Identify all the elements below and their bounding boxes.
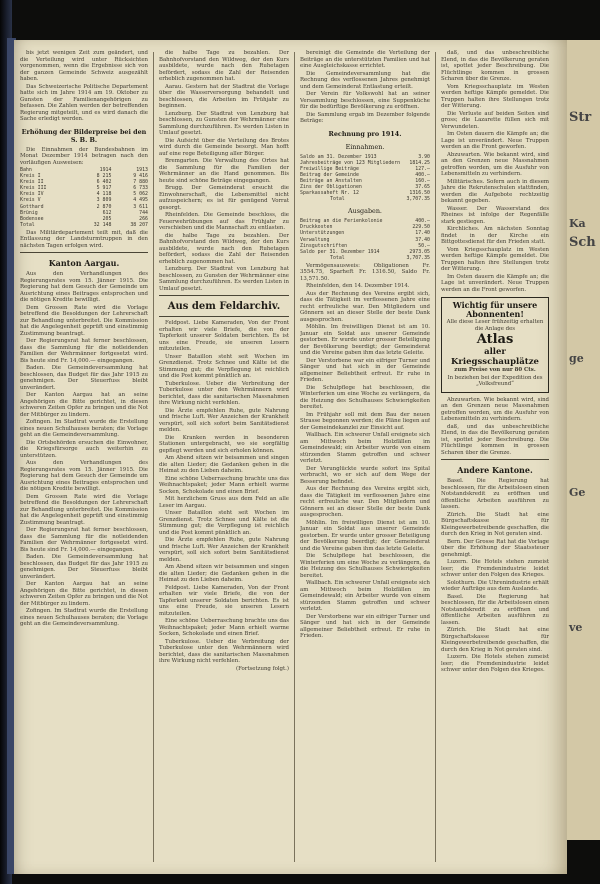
- table-cell: Zinsgutschriften: [300, 242, 348, 249]
- paragraph: Die Ärzte empfehlen Ruhe, gute Nahrung und frische Luft. Wer Anzeichen der Krankheit verspürt, soll sich sofort beim Sanitätsdienst melden.: [159, 407, 289, 433]
- paragraph: Der Verstorbene war ein eifriger Turner und Sänger und hat sich in der Gemeinde allgemeiner Beliebtheit erfreut. Er ruhe in Frieden.: [300, 357, 430, 384]
- table-cell: Saldo am 31. Dezember 1913: [300, 153, 377, 160]
- table-cell: 160.—: [415, 177, 430, 184]
- paragraph: Basel. Die Regierung hat beschlossen, für die Arbeitslosen einen Notstandskredit zu eröffnen und öffentliche Arbeiten ausführen zu lassen.: [441, 593, 549, 626]
- paragraph: Aarau. Gestern hat der Stadtrat die Vorlage über die Wasserversorgung behandelt und beschlossen, die Arbeiten im Frühjahr zu beginnen.: [159, 83, 289, 109]
- next-page-fragment: Ka: [569, 216, 586, 230]
- signature: (Fortsetzung folgt.): [235, 665, 289, 672]
- table-cell: 205: [102, 215, 112, 222]
- table-cell: 32 148: [93, 221, 112, 228]
- paragraph: Aus der Rechnung des Vereins ergibt sich, dass die Tätigkeit im verflossenen Jahre eine recht erfreuliche war. Den Mitgliedern und Gönnern sei an dieser Stelle der beste Dank ausgesprochen.: [300, 486, 430, 519]
- paragraph: Zürich. Die Stadt hat eine Bürgschaftskasse für Kleingewerbetreibende geschaffen, die durch den Krieg in Not geraten sind.: [441, 511, 549, 537]
- paragraph: Feldpost. Liebe Kameraden, Von der Front erhalten wir viele Briefe, die von der Tapferkeit unserer Soldaten berichten. Es ist uns eine Freude, sie unseren Lesern mitzuteilen.: [159, 320, 289, 352]
- ad-subtitle: aller Kriegsschauplätze: [451, 347, 539, 367]
- table-cell: Total: [330, 254, 345, 261]
- table-cell: 37.40: [415, 236, 430, 243]
- paragraph: Der Regierungsrat hat ferner beschlossen, dass die Sammlung für die notleidenden Familien der Wehrmänner fortgesetzt wird. Bis heute sind Fr. 14,000.— eingegangen.: [20, 527, 148, 553]
- next-page-edge: [563, 40, 600, 840]
- section-rule: [159, 295, 289, 296]
- paragraph: Im Osten dauern die Kämpfe an; die Lage ist unverändert. Neue Truppen werden an die Front geworfen.: [441, 273, 549, 293]
- paragraph: Tuberkulose. Ueber die Verbreitung der Tuberkulose unter den Wehrmännern wird berichtet, dass die sanitarischen Massnahmen ihre Wirkung nicht verfehlen.: [159, 638, 289, 664]
- table-cell: Jahresbeiträge von 123 Mitgliedern: [300, 159, 401, 166]
- paragraph: Militärisches. Sofern auch in diesem Jahre die Rekrutenschulen stattfinden, werden die Aufgebote rechtzeitig bekannt gegeben.: [441, 178, 549, 204]
- table-cell: Total: [330, 196, 345, 203]
- table-total-row: [300, 196, 430, 202]
- paragraph: Lenzburg. Der Stadtrat von Lenzburg hat beschlossen, zu Gunsten der Wehrmänner eine Sammlung durchzuführen. Es werden Listen in Umlauf gesetzt.: [159, 110, 289, 136]
- table-total-row: [300, 255, 430, 261]
- table-cell: Kreis IV: [20, 191, 44, 198]
- table-cell: Total: [20, 221, 35, 228]
- paragraph: Wallbach. Ein schwerer Unfall ereignete sich am Mittwoch beim Holzfällen im Gemeindewald; ein Arbeiter wurde von einem stürzenden Stamm getroffen und schwer verletzt.: [300, 432, 430, 465]
- paragraph: Solothurn. Die Uhrenindustrie erhält wieder Aufträge aus dem Auslande.: [441, 579, 549, 592]
- paragraph: Möhlin. Im freiwilligen Dienst ist am 10. Januar ein Soldat aus unserer Gemeinde gestorben. Er wurde unter grosser Beteiligung der Bevölkerung beerdigt; der Gemeinderat und die Vereine gaben ihm das letzte Geleite.: [300, 519, 430, 552]
- table-cell: 612: [102, 209, 112, 216]
- paragraph: Die Gemeindeversammlung hat die Rechnung des verflossenen Jahres genehmigt und dem Gemeinderat Entlastung erteilt.: [300, 70, 430, 90]
- paragraph: Zürich. Die Stadt hat eine Bürgschaftskasse für Kleingewerbetreibende geschaffen, die durch den Krieg in Not geraten sind.: [441, 627, 549, 653]
- table-cell: 229.50: [412, 224, 430, 231]
- paragraph: Die Schulpflege hat beschlossen, die Winterferien um eine Woche zu verlängern, da die Heizung des Schulhauses Schwierigkeiten bereitet.: [300, 384, 430, 411]
- paragraph: Die Ärzte empfehlen Ruhe, gute Nahrung und frische Luft. Wer Anzeichen der Krankheit verspürt, soll sich sofort beim Sanitätsdienst melden.: [159, 537, 289, 563]
- paragraph: Das Schweizerische Politische Departement hatte sich im Jahre 1914 am 19. Oktober zu Gunsten der Familienangehörigen zu befassen. Die Zahlen werden der betreffenden Regierung mitgeteilt, und es wird danach die Sache erledigt werden.: [20, 83, 148, 122]
- next-page-fragment: ve: [569, 620, 583, 634]
- newspaper-page: [14, 40, 567, 874]
- paragraph: Der Kanton Aargau hat an seine Angehörigen die Bitte gerichtet, in diesen schweren Zeiten Opfer zu bringen und die Not der Mitbürger zu lindern.: [20, 581, 148, 607]
- table-cell: Kreis II: [20, 179, 44, 186]
- account-expense-label: Ausgaben.: [348, 207, 382, 216]
- paragraph: Basel. Die Regierung hat beschlossen, für die Arbeitslosen einen Notstandskredit zu eröffnen und öffentliche Arbeiten ausführen zu lassen.: [441, 478, 549, 510]
- table-cell: 4 118: [96, 191, 112, 198]
- table-cell: 2 870: [96, 203, 112, 210]
- column-rule: [294, 52, 295, 862]
- paragraph: Lenzburg. Der Stadtrat von Lenzburg hat beschlossen, zu Gunsten der Wehrmänner eine Sammlung durchzuführen. Es werden Listen in Umlauf gesetzt.: [159, 266, 289, 292]
- paragraph: Luzern. Die Hotels stehen zumeist leer; die Fremdenindustrie leidet schwer unter den Folgen des Krieges.: [441, 559, 549, 578]
- table-cell: Kreis III: [20, 185, 47, 192]
- table-cell: 3 611: [133, 203, 148, 210]
- paragraph: Die Verluste auf beiden Seiten sind gross; die Lazarette füllen sich mit Verwundeten.: [441, 110, 549, 130]
- paragraph: Vom Kriegsschauplatz im Westen werden heftige Kämpfe gemeldet. Die Truppen halten ihre Stellungen trotz der Witterung.: [441, 246, 549, 272]
- table-cell: 17.40: [415, 230, 430, 237]
- paragraph: Die Aufsicht über die Verteilung des Brotes wird durch die Gemeinde besorgt. Man hofft auf eine rege Beteiligung aller Bürger.: [159, 137, 289, 157]
- table-cell: Unterstützungen: [300, 230, 345, 237]
- paragraph: Am Abend sitzen wir beisammen und singen die alten Lieder; die Gedanken gehen in die Heimat zu den Lieben daheim.: [159, 564, 289, 583]
- column-rule: [435, 52, 436, 862]
- paragraph: Dem Grossen Rate wird die Vorlage betreffend die Besoldungen der Lehrerschaft zur Behandlung unterbreitet. Die Kommission hat die Angelegenheit geprüft und einstimmig Zustimmung beantragt.: [20, 304, 148, 337]
- paragraph: Die Ortsbehörden ersuchen die Einwohner, die Kriegsfürsorge auch weiterhin zu unterstützen.: [20, 439, 148, 459]
- ad-headline: Wichtig für unsere Abonnenten!: [452, 300, 538, 319]
- table-cell: Kreis I: [20, 173, 41, 180]
- table-cell: Zins der Obligationen: [300, 183, 362, 190]
- paragraph: Dem Grossen Rate wird die Vorlage betreffend die Besoldungen der Lehrerschaft zur Behandlung unterbreitet. Die Kommission hat die Angelegenheit geprüft und einstimmig Zustimmung beantragt.: [20, 493, 148, 526]
- table-cell: 1814.25: [409, 159, 430, 166]
- account-heading: Rechnung pro 1914.: [328, 129, 402, 138]
- paragraph: Eine schöne Ueberraschung brachte uns das Weihnachtspaket; jeder Mann erhielt warme Socken, Schokolade und einen Brief.: [159, 475, 289, 495]
- table-cell: 37.65: [415, 183, 430, 190]
- table-cell: 6 733: [133, 185, 148, 192]
- paragraph: Zofingen. Im Stadtrat wurde die Erstellung eines neuen Schulhauses beraten; die Vorlage geht an die Gemeindeversammlung.: [20, 419, 148, 439]
- paragraph: Aus den Verhandlungen des Regierungsrates vom 15. Jänner 1915. Die Regierung hat dem Gesuch der Gemeinde um Ausrichtung eines Beitrages entsprochen und die nötigen Kredite bewilligt.: [20, 460, 148, 493]
- table-cell: 2973.05: [409, 248, 430, 255]
- section-heading: Andere Kantone.: [457, 465, 533, 475]
- table-cell: Beiträge an Anstalten: [300, 177, 362, 184]
- table-cell: Beitrag an die Ferienkolonie: [300, 218, 383, 225]
- paragraph: Die Schulpflege hat beschlossen, die Winterferien um eine Woche zu verlängern, da die Heizung des Schulhauses Schwierigkeiten bereitet.: [300, 553, 430, 579]
- next-page-fragment: Str: [569, 110, 592, 125]
- paragraph: Luzern. Die Hotels stehen zumeist leer; die Fremdenindustrie leidet schwer unter den Folgen des Krieges.: [441, 654, 549, 673]
- table-header-cell: 1914: [99, 167, 112, 173]
- table-cell: Freiwillige Beiträge: [300, 165, 359, 172]
- paragraph: daß, und das unbeschreibliche Elend, in das die Bevölkerung geraten ist, spottet jeder Beschreibung. Die Flüchtlinge kommen in grossen Scharen über die Grenze.: [441, 423, 549, 456]
- paragraph: Bremgarten. Die Verwaltung des Ortes hat die Sammlung für die Familien der Wehrmänner an die Hand genommen. Bis heute sind schöne Beträge eingegangen.: [159, 158, 289, 184]
- account-expense-table: [300, 218, 430, 261]
- paragraph: Vom Kriegsschauplatz im Westen werden heftige Kämpfe gemeldet. Die Truppen halten ihre Stellungen trotz der Witterung.: [441, 83, 549, 109]
- paragraph: Baden. Die Gemeindeversammlung hat beschlossen, das Budget für das Jahr 1915 zu genehmigen. Der Steuerfuss bleibt unverändert.: [20, 554, 148, 580]
- paragraph: die halbe Tage zu bezahlen. Der Bahnhofvorstand den Wildweg, der den Kurs ausbildete, wurde nach den Ruhetagen befördert, sodass die Zahl der Reisenden erheblich zugenommen hat.: [159, 50, 289, 82]
- section-heading: Aus dem Feldarchiv.: [167, 301, 281, 312]
- table-cell: Sparkassaheft Nr. 12: [300, 190, 359, 197]
- paragraph: Tuberkulose. Ueber die Verbreitung der Tuberkulose unter den Wehrmännern wird berichtet, dass die sanitarischen Massnahmen ihre Wirkung nicht verfehlen.: [159, 380, 289, 406]
- atlas-advertisement: [441, 297, 549, 393]
- table-cell: 744: [139, 209, 148, 216]
- table-cell: 5 917: [96, 185, 112, 192]
- table-intro: Die Einnahmen der Bundesbahnen im Monat Dezember 1914 betragen nach den vorläufigen Ausweisen:: [20, 146, 148, 166]
- next-page-fragment: ge: [569, 352, 584, 366]
- section-heading: Kanton Aargau.: [48, 258, 120, 269]
- paragraph: Abzuwarten. Wie bekannt wird, sind an den Grenzen neue Massnahmen getroffen worden, um die Ausfuhr von Lebensmitteln zu verhindern.: [441, 396, 549, 422]
- paragraph: Der Kanton Aargau hat an seine Angehörigen die Bitte gerichtet, in diesen schweren Zeiten Opfer zu bringen und die Not der Mitbürger zu lindern.: [20, 392, 148, 418]
- paragraph: Feldpost. Liebe Kameraden, Von der Front erhalten wir viele Briefe, die von der Tapferkeit unserer Soldaten berichten. Es ist uns eine Freude, sie unseren Lesern mitzuteilen.: [159, 584, 289, 617]
- table-header-cell: Bahn: [20, 167, 32, 173]
- paragraph: Unser Bataillon steht seit Wochen im Grenzdienst. Trotz Schnee und Kälte ist die Stimmung gut; die Verpflegung ist reichlich und die Post kommt pünktlich an.: [159, 353, 289, 379]
- paragraph: Mit herzlichem Gruss aus dem Feld an alle Leser im Aargau.: [159, 496, 289, 509]
- column-rule: [153, 52, 154, 862]
- table-cell: 6 402: [96, 179, 112, 186]
- account-income-table: [300, 154, 430, 203]
- table-cell: Saldo per 31. Dezember 1914: [300, 248, 380, 255]
- table-heading: Erhöhung der Bilderpreise bei den S. B. B.: [21, 127, 147, 144]
- paragraph: Abzuwarten. Wie bekannt wird, sind an den Grenzen neue Massnahmen getroffen worden, um die Ausfuhr von Lebensmitteln zu verhindern.: [441, 151, 549, 177]
- table-cell: Gotthard: [20, 203, 44, 210]
- table-cell: 3,707.35: [406, 254, 430, 261]
- account-income-label: Einnahmen.: [345, 142, 385, 151]
- paragraph: Brugg. Der Gemeinderat ersucht die Einwohnerschaft, die Lebensmittel nicht aufzuspeichern; es ist für genügend Vorrat gesorgt.: [159, 185, 289, 211]
- table-cell: Brünig: [20, 209, 38, 216]
- column-1: [20, 50, 148, 865]
- paragraph: bereinigt die Gemeinde die Verteilung der Beiträge an die unterstützten Familien und hat eine Ausgleichskasse errichtet.: [300, 50, 430, 69]
- paragraph: Baden. Die Gemeindeversammlung hat beschlossen, das Budget für das Jahr 1915 zu genehmigen. Der Steuerfuss bleibt unverändert.: [20, 365, 148, 391]
- table-cell: Beitrag der Gemeinde: [300, 171, 359, 178]
- ad-text: Alle diese Leser frühzeitig erhalten die Anlage des: [446, 319, 544, 332]
- paragraph: Die Kranken werden in besonderen Stationen untergebracht, wo sie sorgfältig gepflegt werden und sich erholen können.: [159, 434, 289, 454]
- table-cell: 5 062: [133, 191, 148, 198]
- table-header-cell: 1913: [136, 167, 148, 173]
- paragraph: Zofingen. Im Stadtrat wurde die Erstellung eines neuen Schulhauses beraten; die Vorlage geht an die Gemeindeversammlung.: [20, 608, 148, 628]
- table-cell: 266: [139, 215, 148, 222]
- paragraph: Aus der Rechnung des Vereins ergibt sich, dass die Tätigkeit im verflossenen Jahre eine recht erfreuliche war. Den Mitgliedern und Gönnern sei an dieser Stelle der beste Dank ausgesprochen.: [300, 290, 430, 323]
- table-cell: Druckkosten: [300, 224, 333, 231]
- table-cell: 7 880: [133, 179, 148, 186]
- table-cell: 3 809: [96, 197, 112, 204]
- next-page-fragment: Sch: [569, 235, 596, 251]
- table-cell: 50.—: [418, 242, 430, 249]
- paragraph: Der Verunglückte wurde sofort ins Spital verbracht, wo er sich auf dem Wege der Besserung befindet.: [300, 465, 430, 485]
- table-cell: 400.—: [415, 218, 430, 225]
- paragraph: Das Militärdepartement teilt mit, daß die Entlassung der Landsturmtruppen in den nächsten Tagen erfolgen wird.: [20, 229, 148, 249]
- table-cell: 127.—: [415, 165, 430, 172]
- table-row: [300, 249, 430, 255]
- ad-footer: In beziehen bei der Expedition des „Volksfreund“: [447, 374, 543, 387]
- table-cell: 4 495: [133, 197, 148, 204]
- table-cell: Verwaltung: [300, 236, 330, 243]
- column-3: [300, 50, 430, 865]
- ad-title: Atlas: [476, 332, 514, 347]
- paragraph: Im Osten dauern die Kämpfe an; die Lage ist unverändert. Neue Truppen werden an die Front geworfen.: [441, 131, 549, 150]
- table-cell: 3.90: [418, 153, 430, 160]
- section-rule: [159, 316, 289, 317]
- paragraph: Aus den Verhandlungen des Regierungsrates vom 15. Jänner 1915. Die Regierung hat dem Gesuch der Gemeinde um Ausrichtung eines Beitrages entsprochen und die nötigen Kredite bewilligt.: [20, 271, 148, 304]
- revenue-table: [20, 167, 148, 228]
- paragraph: Kirchliches. Am nächsten Sonntag findet in der Kirche ein Bittgottesdienst für den Frieden statt.: [441, 226, 549, 245]
- paragraph: Bern. Der Grosse Rat hat die Vorlage über die Erhöhung der Staatssteuer genehmigt.: [441, 538, 549, 558]
- paragraph: bis jetzt wenigen Zeit zum geändert, und die Verteilung wird unter Rücksichten vorgenommen, wenn die Ergebnisse sich von der ganzen Gemeinde Schweiz ausgezählt haben.: [20, 50, 148, 82]
- table-cell: 400.—: [415, 171, 430, 178]
- table-cell: 38 207: [130, 221, 148, 228]
- table-total-row: [20, 222, 148, 228]
- paragraph: Unser Bataillon steht seit Wochen im Grenzdienst. Trotz Schnee und Kälte ist die Stimmung gut; die Verpflegung ist reichlich und die Post kommt pünktlich an.: [159, 510, 289, 536]
- paragraph: Die Sammlung ergab im Dezember folgende Beträge:: [300, 111, 430, 124]
- paragraph: Der Verstorbene war ein eifriger Turner und Sänger und hat sich in der Gemeinde allgemeiner Beliebtheit erfreut. Er ruhe in Frieden.: [300, 613, 430, 640]
- paragraph: Der Regierungsrat hat ferner beschlossen, dass die Sammlung für die notleidenden Familien der Wehrmänner fortgesetzt wird. Bis heute sind Fr. 14,000.— eingegangen.: [20, 338, 148, 364]
- paragraph: Wallbach. Ein schwerer Unfall ereignete sich am Mittwoch beim Holzfällen im Gemeindewald; ein Arbeiter wurde von einem stürzenden Stamm getroffen und schwer verletzt.: [300, 580, 430, 613]
- table-cell: 8 215: [96, 173, 112, 180]
- table-row: [300, 160, 430, 166]
- paragraph: Am Abend sitzen wir beisammen und singen die alten Lieder; die Gedanken gehen in die Heimat zu den Lieben daheim.: [159, 455, 289, 474]
- paragraph: daß, und das unbeschreibliche Elend, in das die Bevölkerung geraten ist, spottet jeder Beschreibung. Die Flüchtlinge kommen in grossen Scharen über die Grenze.: [441, 50, 549, 82]
- paragraph: Wasser. Der Wasserstand des Rheines ist infolge der Regenfälle stark gestiegen.: [441, 205, 549, 225]
- table-cell: 9 416: [133, 173, 148, 180]
- paragraph: Rheinfelden. Die Gemeinde beschloss, die Feuerwehrübungen auf das Frühjahr zu verschieben und die Mannschaft zu entlasten.: [159, 212, 289, 231]
- table-cell: 1316.50: [409, 190, 430, 197]
- ad-price: zum Preise von nur 80 Cts.: [454, 367, 536, 373]
- table-cell: Bodensee: [20, 215, 44, 222]
- paragraph: Möhlin. Im freiwilligen Dienst ist am 10. Januar ein Soldat aus unserer Gemeinde gestorben. Er wurde unter grosser Beteiligung der Bevölkerung beerdigt; der Gemeinderat und die Vereine gaben ihm das letzte Geleite.: [300, 324, 430, 357]
- next-page-fragment: Ge: [569, 486, 586, 500]
- table-cell: 3,707.35: [406, 196, 430, 203]
- section-rule: [20, 252, 148, 253]
- paragraph: Der Verein für Volkswohl hat an seiner Versammlung beschlossen, eine Suppenküche für die bedürftige Bevölkerung zu eröffnen.: [300, 91, 430, 110]
- section-rule: [441, 459, 549, 460]
- paragraph: Rheinfelden, den 14. Dezember 1914.: [306, 283, 410, 290]
- paragraph: Eine schöne Ueberraschung brachte uns das Weihnachtspaket; jeder Mann erhielt warme Socken, Schokolade und einen Brief.: [159, 618, 289, 637]
- paragraph: Im Frühjahr soll mit dem Bau der neuen Strasse begonnen werden; die Pläne liegen auf der Gemeindekanzlei zur Einsicht auf.: [300, 411, 430, 431]
- paragraph: die halbe Tage zu bezahlen. Der Bahnhofvorstand den Wildweg, der den Kurs ausbildete, wurde nach den Ruhetagen befördert, sodass die Zahl der Reisenden erheblich zugenommen hat.: [159, 232, 289, 265]
- paragraph: Vermögensausweis: Obligationen Fr. 3554.75, Sparheft Fr. 1316.50, Saldo Fr. 13,571.50.: [300, 262, 430, 282]
- column-4: [441, 50, 549, 865]
- table-cell: Kreis V: [20, 197, 41, 204]
- column-2: [159, 50, 289, 865]
